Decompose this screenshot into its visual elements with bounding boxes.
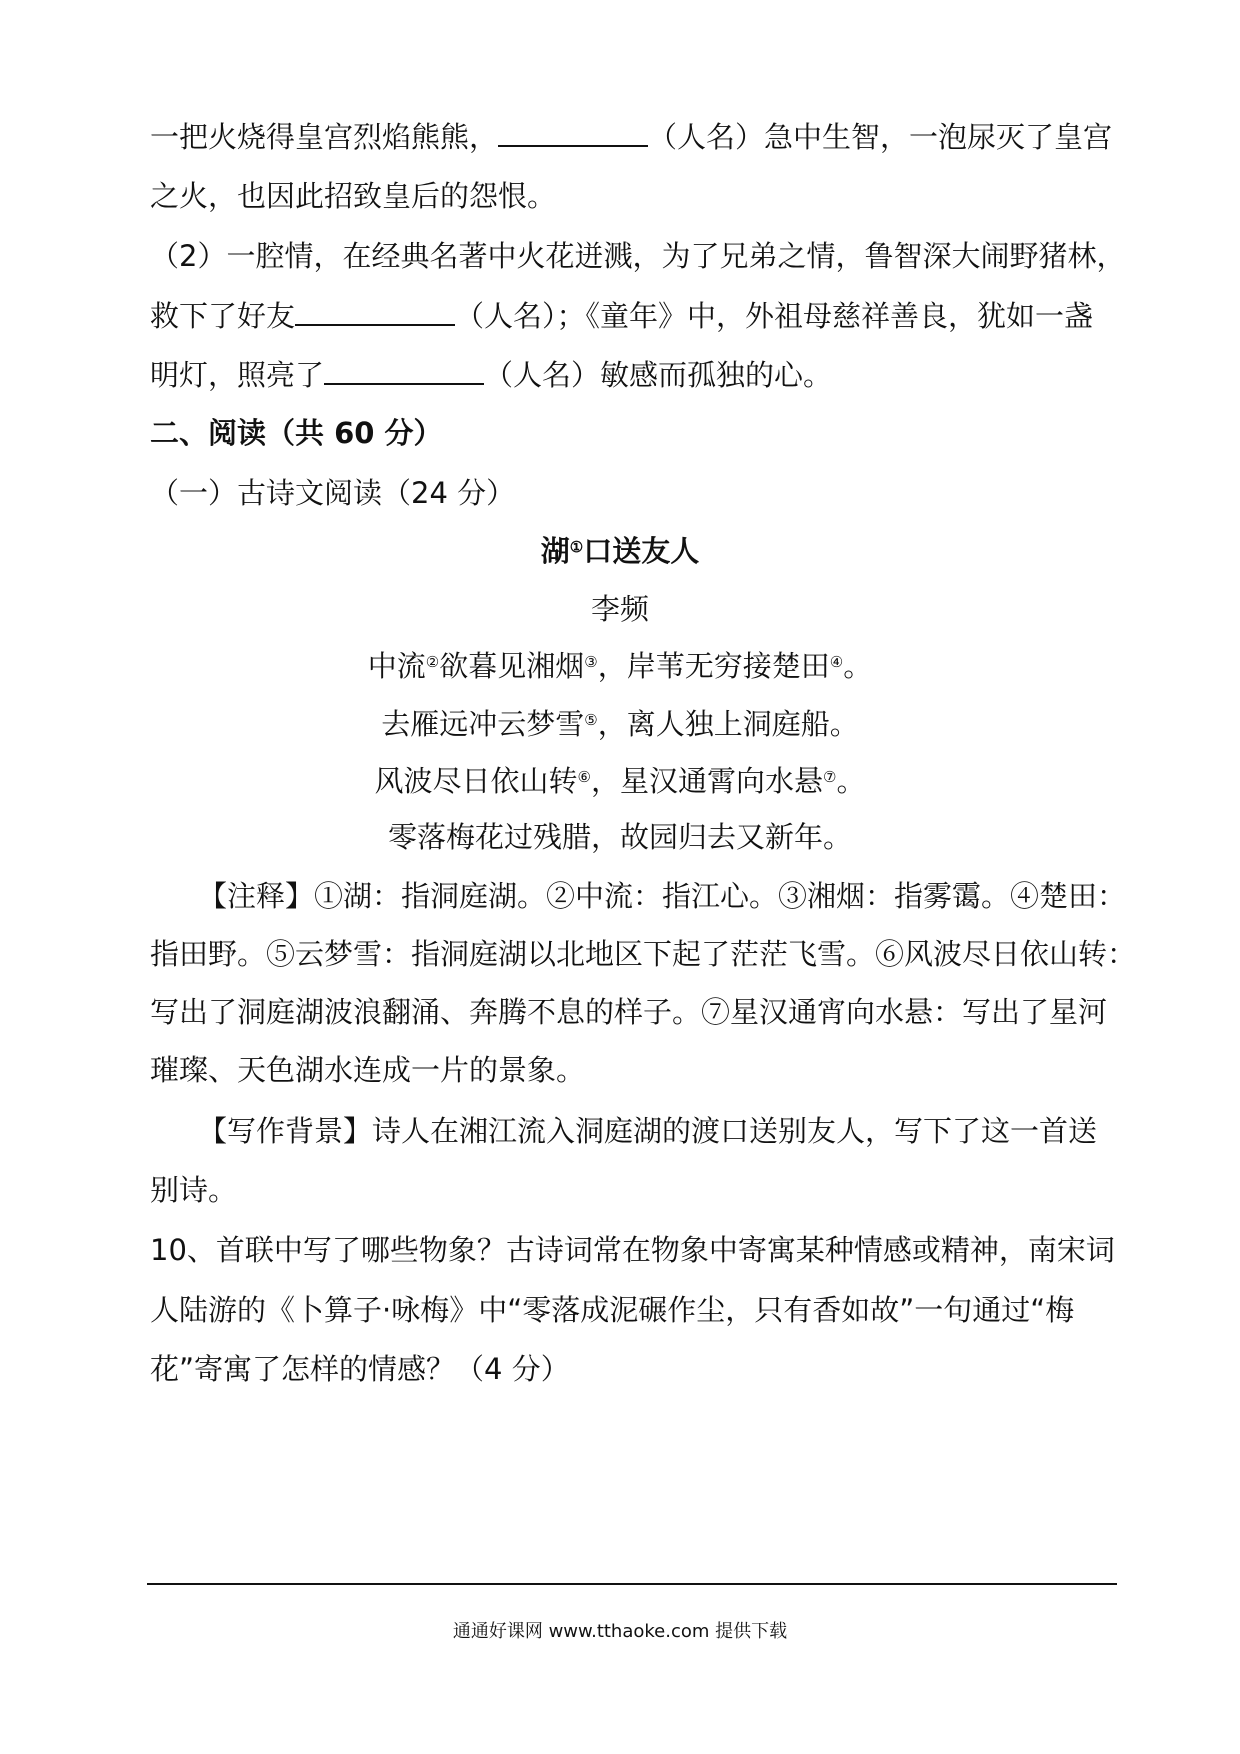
poem-title-b: 口送友人 <box>583 534 700 568</box>
poem-text: 风波尽日依山转 <box>374 764 578 798</box>
poem-text: 欲暮见湘烟 <box>439 649 585 683</box>
q10-line-1: 10、首联中写了哪些物象？古诗词常在物象中寄寓某种情感或精神，南宋词 <box>150 1233 1115 1267</box>
q9-line-3: （2）一腔情，在经典名著中火花迸溅，为了兄弟之情，鲁智深大闹野猪林， <box>150 239 1126 273</box>
footnote-mark: ⑤ <box>584 711 598 729</box>
answer-blank-3[interactable] <box>324 357 484 385</box>
footnote-mark: ② <box>425 653 440 671</box>
poem-title-a: 湖 <box>540 534 570 568</box>
notes-line-3: 写出了洞庭湖波浪翻涌、奔腾不息的样子。⑦星汉通宵向水悬：写出了星河 <box>150 995 1108 1029</box>
poem-text: 中流 <box>367 649 426 683</box>
poem-text: ，离人独上洞庭船。 <box>597 707 859 741</box>
footnote-mark: ③ <box>584 653 598 671</box>
poem-text: 去雁远冲云梦雪 <box>381 707 585 741</box>
poem-title <box>0 531 1240 571</box>
notes-line-4: 璀璨、天色湖水连成一片的景象。 <box>150 1053 586 1087</box>
footnote-mark: ⑦ <box>823 768 837 786</box>
q9-line-4 <box>150 296 1110 336</box>
poem-text: ，岸苇无穷接楚田 <box>597 649 830 683</box>
q9-text-1b: （人名）急中生智，一泡尿灭了皇宫 <box>648 120 1113 154</box>
footnote-mark: ⑥ <box>577 768 591 786</box>
section-subheading: （一）古诗文阅读（24 分） <box>150 476 516 510</box>
poem-author: 李频 <box>590 592 649 626</box>
footnote-mark: ④ <box>829 653 844 671</box>
answer-blank-1[interactable] <box>498 119 648 147</box>
poem-text: ，星汉通霄向水悬 <box>590 764 823 798</box>
q9-text-4a: 救下了好友 <box>150 299 296 333</box>
notes-line-2: 指田野。⑤云梦雪：指洞庭湖以北地区下起了茫茫飞雪。⑥风波尽日依山转： <box>150 937 1137 971</box>
background-line-2: 别诗。 <box>150 1173 238 1207</box>
poem-line-3 <box>0 761 1240 801</box>
poem-line-2 <box>0 704 1240 744</box>
poem-line-4: 零落梅花过残腊，故园归去又新年。 <box>387 820 852 854</box>
q9-text-5b: （人名）敏感而孤独的心。 <box>484 358 833 392</box>
q9-text-1a: 一把火烧得皇宫烈焰熊熊， <box>150 120 499 154</box>
section-heading: 二、阅读（共 60 分） <box>150 416 443 450</box>
q10-line-2: 人陆游的《卜算子·咏梅》中“零落成泥碾作尘，只有香如故”一句通过“梅 <box>150 1293 1075 1327</box>
q9-text-5a: 明灯，照亮了 <box>150 358 325 392</box>
poem-text: 。 <box>836 764 866 798</box>
notes-line-1: 【注释】①湖：指洞庭湖。②中流：指江心。③湘烟：指雾霭。④楚田： <box>198 879 1127 913</box>
q9-line-1 <box>150 117 1113 157</box>
poem-text: 。 <box>843 649 873 683</box>
q9-line-5 <box>150 355 1110 395</box>
background-line-1: 【写作背景】诗人在湘江流入洞庭湖的渡口送别友人，写下了这一首送 <box>198 1114 1098 1148</box>
q9-text-4b: （人名）；《童年》中，外祖母慈祥善良，犹如一盏 <box>455 299 1094 333</box>
footnote-mark: ① <box>569 538 584 556</box>
q9-line-2: 之火，也因此招致皇后的怨恨。 <box>150 179 557 213</box>
footer-divider <box>147 1583 1117 1585</box>
answer-blank-2[interactable] <box>295 298 455 326</box>
footer-text: 通通好课网 www.tthaoke.com 提供下载 <box>452 1621 788 1642</box>
q10-line-3: 花”寄寓了怎样的情感？（4 分） <box>150 1352 570 1386</box>
poem-line-1 <box>0 646 1240 686</box>
